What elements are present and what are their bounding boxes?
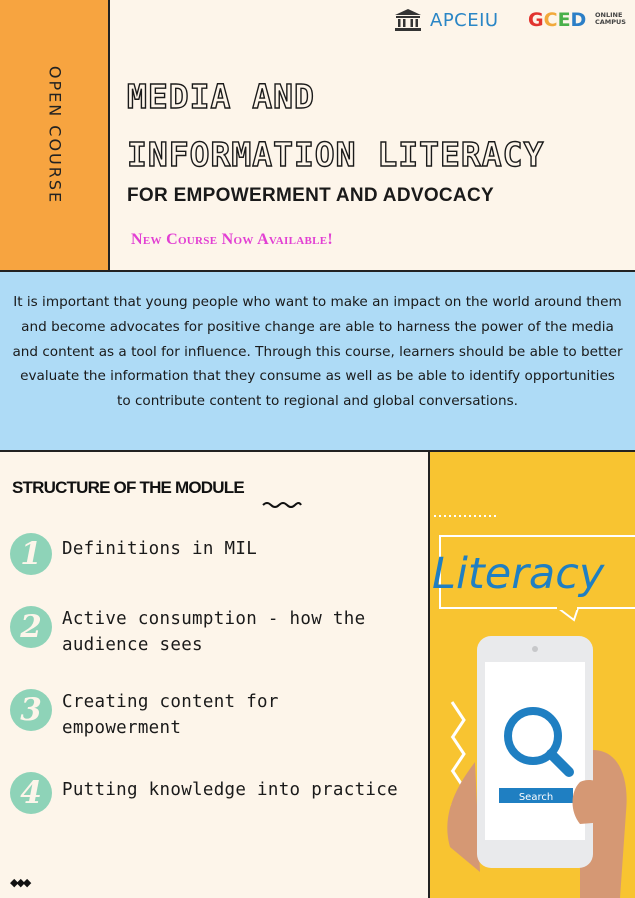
open-course-label: OPEN COURSE: [45, 65, 65, 205]
module-item-3: [10, 689, 322, 741]
gced-logo-text: [528, 8, 592, 30]
literacy-illustration: [430, 452, 635, 898]
module-item-number: 4: [10, 772, 52, 814]
page-subtitle: FOR EMPOWERMENT AND ADVOCACY: [127, 185, 494, 206]
apceiu-logo: [394, 8, 499, 32]
side-tab: [0, 0, 110, 270]
building-icon: [394, 8, 422, 32]
module-item-number: 3: [10, 689, 52, 731]
module-item-number: 2: [10, 606, 52, 648]
apceiu-logo-text: APCEIU: [430, 9, 499, 31]
search-label: Search: [518, 792, 554, 803]
module-item-4: [10, 772, 398, 814]
module-item-2: [10, 606, 407, 658]
module-heading: STRUCTURE OF THE MODULE: [12, 478, 244, 497]
page-title: MEDIA AND INFORMATION LITERACY: [127, 77, 545, 174]
svg-text:GCED: GCED: [528, 9, 587, 30]
literacy-photo: [428, 452, 635, 898]
diamond-icon: ◆◆◆: [10, 876, 30, 889]
module-item-text: Definitions in MIL: [62, 539, 258, 559]
module-item-number: 1: [10, 533, 52, 575]
intro-paragraph: It is important that young people who want to make an impact on the world around them and become advocates for positive change are able to harness the power of the media and content as a tool for influence. Through this course, learners should be able to better evaluate the information that they consume as well as be able to identify opportunities to contribute content to regional and global conversations.: [0, 272, 635, 452]
module-item-text: Active consumption - how the audience sees: [62, 609, 366, 655]
module-item-1: [10, 533, 257, 575]
squiggle-icon: [262, 500, 302, 510]
literacy-headline: Literacy: [432, 549, 605, 599]
availability-badge: New Course Now Available!: [131, 231, 333, 248]
module-item-text: Putting knowledge into practice: [62, 780, 398, 800]
gced-logo: [528, 8, 626, 30]
module-item-text: Creating content for empowerment: [62, 692, 279, 738]
gced-logo-subtext: ONLINE CAMPUS: [595, 11, 626, 26]
header-section: [0, 0, 635, 272]
